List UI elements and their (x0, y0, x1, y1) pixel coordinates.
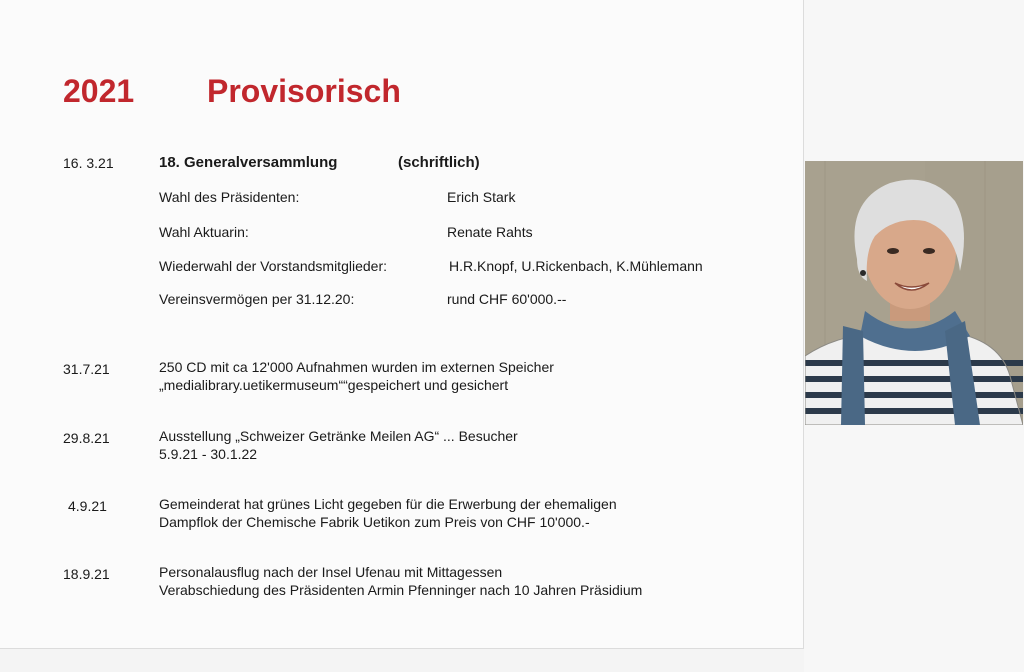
gv-row-label: Wahl Aktuarin: (159, 224, 249, 240)
entry-line: 250 CD mit ca 12'000 Aufnahmen wurden im externen Speicher (159, 359, 554, 375)
entry-date: 16. 3.21 (63, 155, 114, 171)
gv-row-label: Wiederwahl der Vorstandsmitglieder: (159, 258, 387, 274)
entry-line: Dampflok der Chemische Fabrik Uetikon zum Preis von CHF 10'000.- (159, 514, 590, 530)
entry-line: „medialibrary.uetikermuseum““gespeichert und gesichert (159, 377, 509, 393)
gv-row-value: Erich Stark (447, 189, 516, 205)
gv-row-value: rund CHF 60'000.-- (447, 291, 567, 307)
entry-date: 29.8.21 (63, 430, 110, 446)
portrait-photo (805, 161, 1023, 425)
entry-line: Gemeinderat hat grünes Licht gegeben für die Erwerbung der ehemaligen (159, 496, 617, 512)
year-heading: 2021 (63, 73, 135, 109)
entry-line: Personalausflug nach der Insel Ufenau mit Mittagessen (159, 564, 503, 580)
gv-row-value: Renate Rahts (447, 224, 533, 240)
entry-date: 18.9.21 (63, 566, 110, 582)
gv-row-label: Wahl des Präsidenten: (159, 189, 300, 205)
entry-line: Verabschiedung des Präsidenten Armin Pfenninger nach 10 Jahren Präsidium (159, 582, 643, 598)
gv-row-value: H.R.Knopf, U.Rickenbach, K.Mühlemann (449, 258, 703, 274)
entry-date: 4.9.21 (68, 498, 107, 514)
gv-row-label: Vereinsvermögen per 31.12.20: (159, 291, 355, 307)
gv-note: (schriftlich) (398, 154, 480, 171)
entry-line: 5.9.21 - 30.1.22 (159, 446, 258, 462)
entry-date: 31.7.21 (63, 361, 110, 377)
gv-title: 18. Generalversammlung (159, 154, 338, 171)
entry-line: Ausstellung „Schweizer Getränke Meilen AG“ ... Besucher (159, 428, 518, 444)
portrait-illustration (805, 161, 1023, 425)
status-heading: Provisorisch (207, 73, 401, 109)
